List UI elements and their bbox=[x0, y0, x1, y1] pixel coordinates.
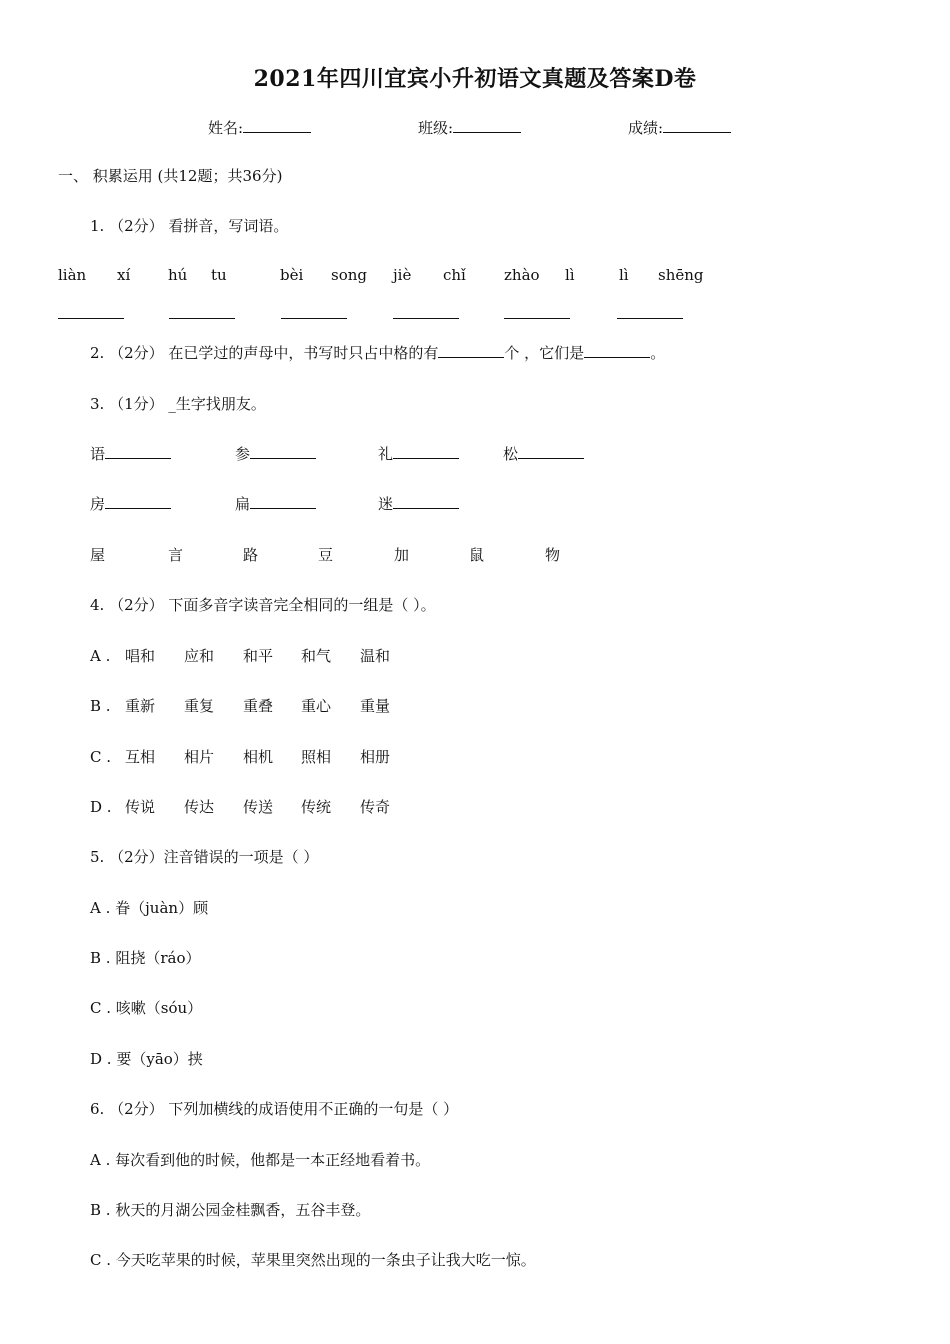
answer-blank[interactable] bbox=[105, 494, 171, 509]
char: 松 bbox=[503, 445, 519, 463]
option-text: 每次看到他的时候，他都是一本正经地看着书。 bbox=[115, 1151, 431, 1169]
q2-text-c: 。 bbox=[650, 344, 666, 362]
char: 扁 bbox=[235, 495, 251, 513]
option-word: 重量 bbox=[360, 697, 391, 715]
option-label: B . bbox=[90, 949, 111, 967]
option-word: 重心 bbox=[301, 697, 332, 715]
answer-blank[interactable] bbox=[58, 318, 124, 319]
pinyin-5: bèi bbox=[280, 266, 304, 284]
question-6-stem: 6. （2分） 下列加横线的成语使用不正确的一句是（ ） bbox=[90, 1100, 459, 1118]
option-word: 重新 bbox=[125, 697, 156, 715]
option-label: D . bbox=[90, 1050, 112, 1068]
option-c-label[interactable]: C . bbox=[90, 748, 112, 766]
answer-blank[interactable] bbox=[250, 494, 316, 509]
question-4-stem: 4. （2分） 下面多音字读音完全相同的一组是（ ）。 bbox=[90, 596, 436, 614]
pinyin-12: shēng bbox=[658, 266, 704, 284]
option-text: 今天吃苹果的时候，苹果里突然出现的一条虫子让我大吃一惊。 bbox=[115, 1251, 536, 1269]
char-pair bbox=[378, 494, 459, 514]
class-field bbox=[418, 118, 521, 138]
pinyin-11: lì bbox=[619, 266, 629, 284]
option-word: 相机 bbox=[243, 748, 274, 766]
question-3-stem: 3. （1分） _生字找朋友。 bbox=[90, 395, 266, 413]
answer-blank[interactable] bbox=[518, 444, 584, 459]
question-5-stem: 5. （2分）注音错误的一项是（ ） bbox=[90, 848, 319, 866]
char-pair bbox=[90, 494, 171, 514]
option-text: 秋天的月湖公园金桂飘香，五谷丰登。 bbox=[115, 1201, 371, 1219]
option-label: B . bbox=[90, 1201, 111, 1219]
answer-blank[interactable] bbox=[438, 343, 504, 358]
char-option: 屋 bbox=[90, 546, 106, 564]
option-a[interactable] bbox=[90, 898, 208, 918]
pinyin-10: lì bbox=[565, 266, 575, 284]
option-word: 重叠 bbox=[243, 697, 274, 715]
option-d-label[interactable]: D . bbox=[90, 798, 112, 816]
answer-blank[interactable] bbox=[504, 318, 570, 319]
answer-blank[interactable] bbox=[393, 318, 459, 319]
char: 语 bbox=[90, 445, 106, 463]
name-blank[interactable] bbox=[243, 118, 311, 133]
pinyin-1: liàn bbox=[58, 266, 87, 284]
option-d[interactable] bbox=[90, 1049, 203, 1069]
option-word: 和平 bbox=[243, 647, 274, 665]
option-label: C . bbox=[90, 999, 112, 1017]
option-label: A . bbox=[90, 899, 111, 917]
char-option: 路 bbox=[243, 546, 259, 564]
answer-blank[interactable] bbox=[281, 318, 347, 319]
char-pair bbox=[90, 444, 171, 464]
option-text: 眷（juàn）顾 bbox=[115, 899, 209, 917]
pinyin-7: jiè bbox=[393, 266, 412, 284]
option-word: 重复 bbox=[184, 697, 215, 715]
char-pair bbox=[378, 444, 459, 464]
question-2-stem bbox=[90, 343, 665, 363]
option-word: 互相 bbox=[125, 748, 156, 766]
answer-blank[interactable] bbox=[584, 343, 650, 358]
pinyin-8: chǐ bbox=[443, 266, 466, 284]
score-label: 成绩: bbox=[628, 119, 664, 137]
option-text: 要（yāo）挟 bbox=[116, 1050, 203, 1068]
char: 礼 bbox=[378, 445, 394, 463]
option-b[interactable] bbox=[90, 1200, 370, 1220]
pinyin-6: song bbox=[331, 266, 367, 284]
char-option: 言 bbox=[168, 546, 184, 564]
char-option: 豆 bbox=[318, 546, 334, 564]
name-label: 姓名: bbox=[208, 119, 244, 137]
option-c[interactable] bbox=[90, 998, 202, 1018]
char-option: 鼠 bbox=[469, 546, 485, 564]
answer-blank[interactable] bbox=[105, 444, 171, 459]
option-word: 相片 bbox=[184, 748, 215, 766]
char-pair bbox=[235, 444, 316, 464]
option-word: 温和 bbox=[360, 647, 391, 665]
pinyin-4: tu bbox=[211, 266, 227, 284]
option-word: 唱和 bbox=[125, 647, 156, 665]
answer-blank[interactable] bbox=[617, 318, 683, 319]
question-1-stem: 1. （2分） 看拼音，写词语。 bbox=[90, 217, 289, 235]
answer-blank[interactable] bbox=[169, 318, 235, 319]
option-text: 咳嗽（sóu） bbox=[115, 999, 203, 1017]
char-pair bbox=[503, 444, 584, 464]
char-option: 加 bbox=[394, 546, 410, 564]
answer-blank[interactable] bbox=[250, 444, 316, 459]
option-word: 照相 bbox=[301, 748, 332, 766]
answer-blank[interactable] bbox=[393, 444, 459, 459]
option-a-label[interactable]: A . bbox=[90, 647, 111, 665]
char-pair bbox=[235, 494, 316, 514]
option-text: 阻挠（ráo） bbox=[115, 949, 201, 967]
class-label: 班级: bbox=[418, 119, 454, 137]
char: 迷 bbox=[378, 495, 394, 513]
option-word: 和气 bbox=[301, 647, 332, 665]
char: 房 bbox=[90, 495, 106, 513]
score-blank[interactable] bbox=[663, 118, 731, 133]
option-word: 应和 bbox=[184, 647, 215, 665]
char-option: 物 bbox=[545, 546, 561, 564]
name-field bbox=[208, 118, 311, 138]
option-word: 传统 bbox=[301, 798, 332, 816]
option-label: A . bbox=[90, 1151, 111, 1169]
option-label: C . bbox=[90, 1251, 112, 1269]
answer-blank[interactable] bbox=[393, 494, 459, 509]
class-blank[interactable] bbox=[453, 118, 521, 133]
option-b-label[interactable]: B . bbox=[90, 697, 111, 715]
q2-text-b: 个 ，它们是 bbox=[504, 344, 585, 362]
section-heading: 一、 积累运用 (共12题；共36分) bbox=[58, 167, 283, 185]
pinyin-3: hú bbox=[168, 266, 188, 284]
option-c[interactable] bbox=[90, 1250, 536, 1270]
char: 参 bbox=[235, 445, 251, 463]
option-a[interactable] bbox=[90, 1150, 430, 1170]
pinyin-9: zhào bbox=[504, 266, 540, 284]
option-b[interactable] bbox=[90, 948, 201, 968]
page-title: 2021年四川宜宾小升初语文真题及答案D卷 bbox=[253, 66, 697, 92]
pinyin-2: xí bbox=[117, 266, 131, 284]
option-word: 相册 bbox=[360, 748, 391, 766]
option-word: 传说 bbox=[125, 798, 156, 816]
option-word: 传达 bbox=[184, 798, 215, 816]
option-word: 传奇 bbox=[360, 798, 391, 816]
score-field bbox=[628, 118, 731, 138]
q2-text-a: 2. （2分） 在已学过的声母中，书写时只占中格的有 bbox=[90, 344, 439, 362]
option-word: 传送 bbox=[243, 798, 274, 816]
